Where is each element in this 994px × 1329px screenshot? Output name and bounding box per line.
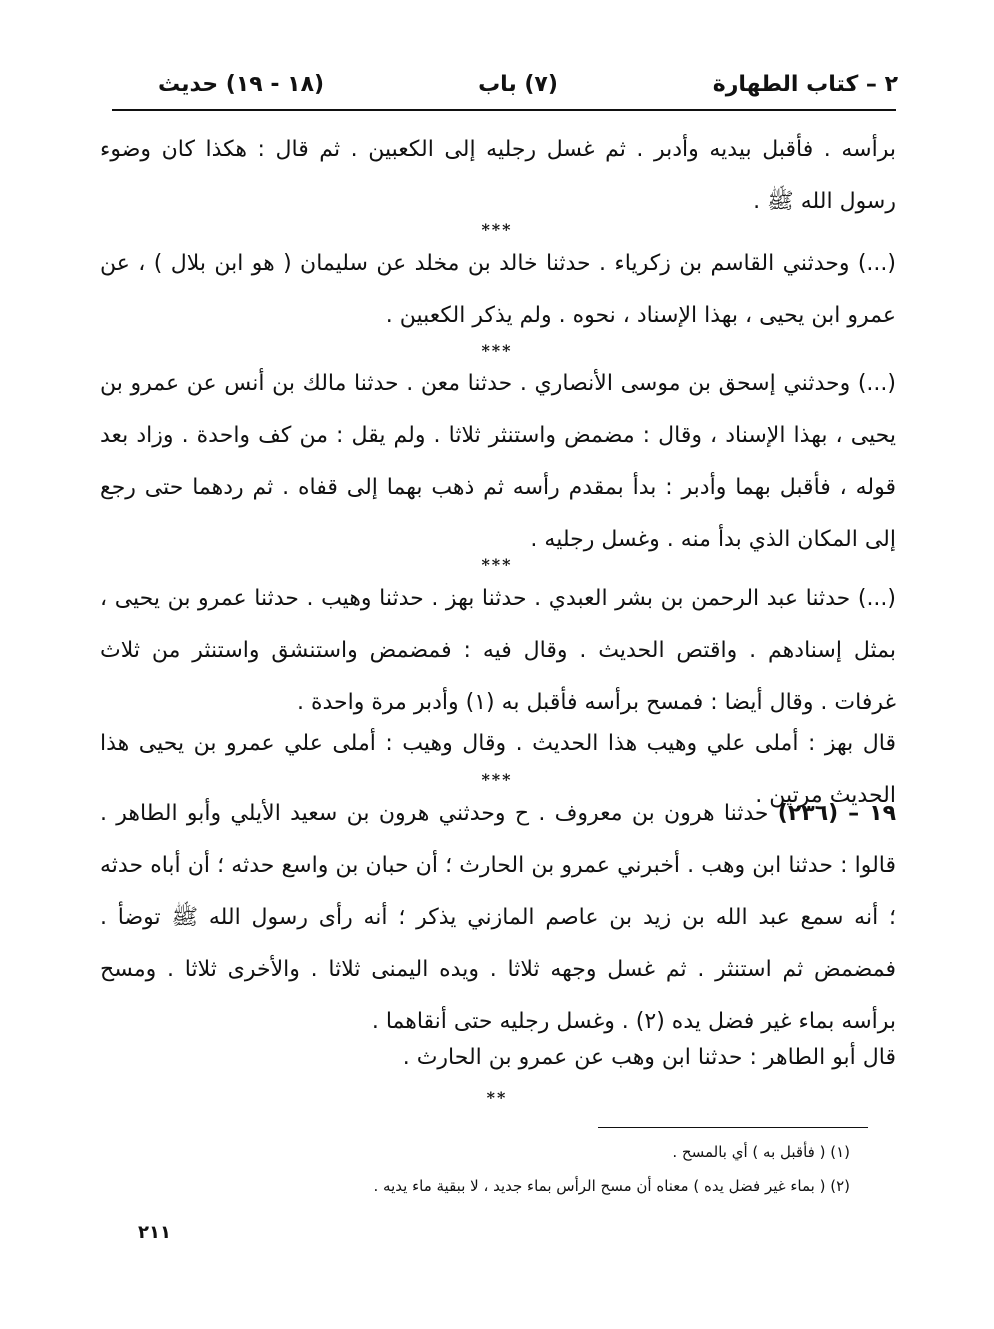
paragraph-7 bbox=[100, 1032, 896, 1084]
hadith-range: (١٨ - ١٩) حديث bbox=[158, 72, 325, 97]
separator-stars-2: *** bbox=[481, 341, 513, 360]
paragraph-1 bbox=[100, 124, 896, 228]
footnote-2: (٢) ( بماء غير فضل يده ) معناه أن مسح الرأس بماء جديد ، لا ببقية ماء يديه . bbox=[373, 1177, 850, 1195]
footnote-divider bbox=[598, 1127, 868, 1128]
paragraph-3 bbox=[100, 358, 896, 566]
separator-stars-3: *** bbox=[481, 555, 513, 574]
paragraph-1-text: برأسه . فأقبل بيديه وأدبر . ثم غسل رجليه إلى الكعبين . ثم قال : هكذا كان وضوء رسول الله ﷺ . bbox=[100, 137, 896, 214]
paragraph-2 bbox=[100, 238, 896, 342]
hadith-19 bbox=[100, 788, 896, 1048]
section-number: (٧) باب bbox=[478, 72, 558, 97]
separator-stars-4: *** bbox=[481, 770, 513, 789]
running-header bbox=[118, 72, 898, 108]
separator-stars-1: *** bbox=[481, 220, 513, 239]
chapter-title: ٢ – كتاب الطهارة bbox=[712, 72, 898, 97]
paragraph-5-text: قال بهز : أملى علي وهيب هذا الحديث . وقال وهيب : أملى علي عمرو بن يحيى هذا الحديث مرتين . bbox=[100, 731, 896, 808]
hadith-number: ١٩ – (٢٣٦) bbox=[777, 801, 897, 826]
paragraph-4-text: (...) حدثنا عبد الرحمن بن بشر العبدي . حدثنا بهز . حدثنا وهيب . حدثنا عمرو بن يحيى ، بمثل إسنادهم . واقتص الحديث . وقال فيه : فمضمض واستنشق واستنثر من ثلاث غرفات . وقال أيضا : فمسح برأسه فأقبل به (١) وأدبر مرة واحدة . bbox=[100, 586, 896, 715]
hadith-19-text bbox=[100, 788, 896, 1048]
paragraph-2-text: (...) وحدثني القاسم بن زكرياء . حدثنا خالد بن مخلد عن سليمان ( هو ابن بلال ) ، عن عمرو ابن يحيى ، بهذا الإسناد ، نحوه . ولم يذكر الكعبين . bbox=[100, 251, 896, 328]
header-divider bbox=[112, 109, 896, 111]
paragraph-4 bbox=[100, 573, 896, 729]
paragraph-3-text: (...) وحدثني إسحق بن موسى الأنصاري . حدثنا معن . حدثنا مالك بن أنس عن عمرو بن يحيى ، بهذا الإسناد ، وقال : مضمض واستنثر ثلاثا . ولم يقل : من كف واحدة . وزاد بعد قوله ، فأقبل بهما وأدبر : بدأ بمقدم رأسه ثم ذهب بهما إلى قفاه . ثم ردهما حتى رجع إلى المكان الذي بدأ منه . وغسل رجليه . bbox=[100, 371, 896, 552]
paragraph-7-text: قال أبو الطاهر : حدثنا ابن وهب عن عمرو بن الحارث . bbox=[402, 1045, 896, 1070]
footnotes bbox=[300, 1135, 850, 1203]
page-number: ٢١١ bbox=[138, 1222, 171, 1243]
hadith-19-body: حدثنا هرون بن معروف . ح وحدثني هرون بن سعيد الأيلي وأبو الطاهر . قالوا : حدثنا ابن وهب . أخبرني عمرو بن الحارث ؛ أن حبان بن واسع حدثه ؛ أن أباه حدثه ؛ أنه سمع عبد الله بن زيد بن عاصم المازني يذكر ؛ أنه رأى رسول الله ﷺ توضأ . فمضمض ثم استنثر . ثم غسل وجهه ثلاثا . ويده اليمنى ثلاثا . والأخرى ثلاثا . ومسح برأسه بماء غير فضل يده (٢) . وغسل رجليه حتى أنقاهما . bbox=[100, 801, 896, 1034]
footnote-1: (١) ( فأقبل به ) أي بالمسح . bbox=[672, 1143, 850, 1161]
separator-stars-5: ** bbox=[486, 1088, 508, 1107]
